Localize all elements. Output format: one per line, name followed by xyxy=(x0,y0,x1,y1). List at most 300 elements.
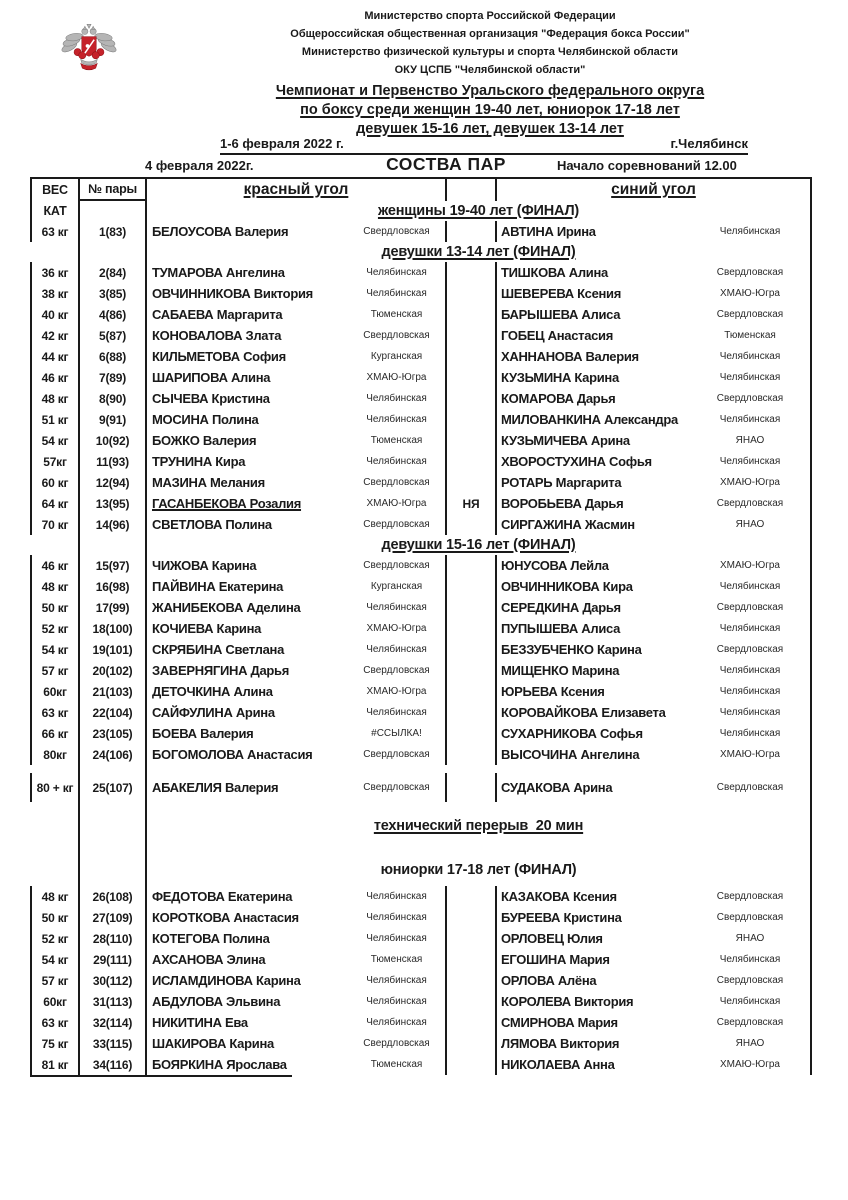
weight-cell xyxy=(30,430,80,451)
red-corner-region-text: Курганская xyxy=(370,581,423,592)
boxing-federation-eagle-logo xyxy=(58,22,120,76)
red-corner-region-text: Челябинская xyxy=(366,975,427,986)
date-range: 1-6 февраля 2022 г. xyxy=(220,136,344,151)
org-line: Общероссийская общественная организация "Федерация бокса России" xyxy=(290,28,690,40)
note-cell xyxy=(445,493,497,514)
weight-cell xyxy=(30,367,80,388)
weight-cell xyxy=(30,991,80,1012)
red-corner-region xyxy=(348,304,445,325)
pair-number-cell-text: 14(96) xyxy=(95,517,130,532)
blue-corner-name xyxy=(497,1012,690,1033)
weight-cell xyxy=(30,773,80,802)
event-title-line: Чемпионат и Первенство Уральского федерального округа xyxy=(275,83,705,99)
weight-cell xyxy=(30,639,80,660)
blue-corner-name xyxy=(497,970,690,991)
pair-number-cell xyxy=(80,970,147,991)
pair-number-cell xyxy=(80,660,147,681)
weight-cell-text: 60кг xyxy=(43,994,67,1009)
pair-number-cell xyxy=(80,639,147,660)
blue-corner-region-text: ХМАЮ-Югра xyxy=(720,288,780,299)
bout-row xyxy=(30,576,812,597)
red-corner-name-text: САЙФУЛИНА Арина xyxy=(152,705,275,720)
section-row xyxy=(30,815,812,837)
red-corner-name-text: АХСАНОВА Элина xyxy=(152,952,266,967)
bout-row xyxy=(30,304,812,325)
weight-cell xyxy=(30,907,80,928)
blue-corner-name xyxy=(497,907,690,928)
red-corner-region xyxy=(348,907,445,928)
blue-corner-region-text: Челябинская xyxy=(719,581,781,592)
blue-corner-region-text: ХМАЮ-Югра xyxy=(720,749,780,760)
weight-cell xyxy=(30,928,80,949)
red-corner-region xyxy=(348,949,445,970)
red-corner-name-text: КИЛЬМЕТОВА София xyxy=(152,349,286,364)
weight-column-header: ВЕС xyxy=(30,179,80,201)
red-corner-region-text: Челябинская xyxy=(366,267,427,278)
blue-corner-name xyxy=(497,702,690,723)
blue-corner-header: синий угол xyxy=(497,179,812,201)
pairings-table xyxy=(30,177,812,1077)
red-corner-name-text: АБДУЛОВА Эльвина xyxy=(152,994,281,1009)
pair-number-cell-text: 24(106) xyxy=(92,747,133,762)
blue-corner-name-text: ВОРОБЬЕВА Дарья xyxy=(501,496,624,511)
red-corner-region-text: Челябинская xyxy=(366,644,427,655)
pair-column-header: № пары xyxy=(80,179,147,201)
red-corner-name xyxy=(147,367,348,388)
bout-row xyxy=(30,949,812,970)
blue-corner-region-text: Челябинская xyxy=(719,686,781,697)
red-corner-region-text: Челябинская xyxy=(366,1017,427,1028)
blue-corner-name xyxy=(497,660,690,681)
red-corner-region xyxy=(348,430,445,451)
red-corner-region-text: Челябинская xyxy=(366,891,427,902)
red-corner-region-text: Свердловская xyxy=(363,330,430,341)
red-corner-region-text: Тюменская xyxy=(370,1059,423,1070)
bout-row xyxy=(30,773,812,802)
pair-number-cell-text: 6(88) xyxy=(98,349,126,364)
pair-number-cell xyxy=(80,262,147,283)
red-corner-region xyxy=(348,702,445,723)
red-corner-name xyxy=(147,991,348,1012)
pair-number-cell xyxy=(80,221,147,242)
pair-number-cell-text: 33(115) xyxy=(92,1036,133,1051)
weight-cell-text: 80кг xyxy=(43,747,67,762)
blue-corner-region-text: Свердловская xyxy=(716,393,784,404)
pair-number-cell-text: 4(86) xyxy=(98,307,126,322)
blue-corner-name-text: МИЛОВАНКИНА Александра xyxy=(501,412,678,427)
red-corner-name-text: ШАКИРОВА Карина xyxy=(152,1036,274,1051)
red-corner-region-text: Челябинская xyxy=(366,393,427,404)
blue-corner-name xyxy=(497,1033,690,1054)
note-cell xyxy=(445,1054,497,1075)
red-corner-name xyxy=(147,514,348,535)
red-corner-name-text: ЧИЖОВА Карина xyxy=(152,558,257,573)
weight-cell-text: 42 кг xyxy=(41,328,69,343)
weight-cell-text: 63 кг xyxy=(41,1015,69,1030)
pair-number-cell xyxy=(80,451,147,472)
blue-corner-name xyxy=(497,639,690,660)
weight-cell-text: 51 кг xyxy=(41,412,69,427)
section-title-text: девушки 13-14 лет (ФИНАЛ) xyxy=(381,244,576,260)
note-cell xyxy=(445,346,497,367)
blue-corner-name-text: ТИШКОВА Алина xyxy=(501,265,608,280)
red-corner-region-text: Свердловская xyxy=(363,477,430,488)
pair-number-cell-text: 19(101) xyxy=(92,642,133,657)
red-corner-region xyxy=(348,928,445,949)
blue-corner-region xyxy=(690,409,812,430)
blue-corner-name xyxy=(497,221,690,242)
pair-number-cell-text: 30(112) xyxy=(92,973,133,988)
blue-corner-name xyxy=(497,283,690,304)
blue-corner-region-text: Челябинская xyxy=(719,996,781,1007)
pair-number-cell xyxy=(80,1012,147,1033)
blue-corner-name-text: КОМАРОВА Дарья xyxy=(501,391,616,406)
weight-cell xyxy=(30,346,80,367)
pair-number-cell xyxy=(80,430,147,451)
pair-number-cell xyxy=(80,1033,147,1054)
red-corner-region-text: Курганская xyxy=(370,351,423,362)
note-cell xyxy=(445,723,497,744)
bout-row xyxy=(30,493,812,514)
blue-corner-region-text: ЯНАО xyxy=(735,933,765,944)
note-cell xyxy=(445,907,497,928)
weight-cell xyxy=(30,681,80,702)
pair-number-cell xyxy=(80,367,147,388)
pair-number-cell-text: 20(102) xyxy=(92,663,133,678)
red-corner-name xyxy=(147,555,348,576)
red-corner-name xyxy=(147,773,348,802)
red-corner-name-text: КОРОТКОВА Анастасия xyxy=(152,910,299,925)
weight-cell-text: 63 кг xyxy=(41,224,69,239)
red-corner-name xyxy=(147,970,348,991)
pair-number-cell-text: 34(116) xyxy=(92,1057,133,1072)
pair-number-cell xyxy=(80,681,147,702)
red-corner-name-text: МАЗИНА Мелания xyxy=(152,475,265,490)
blue-corner-name-text: БАРЫШЕВА Алиса xyxy=(501,307,621,322)
red-corner-region-text: Тюменская xyxy=(370,954,423,965)
table-bottom-border xyxy=(30,1075,292,1077)
weight-cell xyxy=(30,660,80,681)
weight-cell xyxy=(30,221,80,242)
bout-row xyxy=(30,660,812,681)
red-corner-name-text: ПАЙВИНА Екатерина xyxy=(152,579,284,594)
weight-cell-text: 48 кг xyxy=(41,889,69,904)
weight-cell xyxy=(30,388,80,409)
blue-corner-name xyxy=(497,325,690,346)
blue-corner-region-text: Челябинская xyxy=(719,954,781,965)
pair-number-cell xyxy=(80,949,147,970)
red-corner-region-text: Челябинская xyxy=(366,996,427,1007)
blue-corner-name xyxy=(497,430,690,451)
pair-number-cell-text: 5(87) xyxy=(98,328,126,343)
pair-spacer xyxy=(80,837,147,859)
empty-cell xyxy=(147,765,812,773)
pair-spacer xyxy=(80,765,147,773)
red-corner-name-text: НИКИТИНА Ева xyxy=(152,1015,248,1030)
blue-corner-name xyxy=(497,304,690,325)
weight-cell xyxy=(30,1054,80,1075)
blue-corner-region-text: ЯНАО xyxy=(735,519,765,530)
blue-corner-region xyxy=(690,618,812,639)
pair-number-cell xyxy=(80,555,147,576)
red-corner-name-text: ТУМАРОВА Ангелина xyxy=(152,265,285,280)
red-corner-name xyxy=(147,639,348,660)
blue-corner-region-text: Свердловская xyxy=(716,891,784,902)
pair-number-cell-text: 13(95) xyxy=(95,496,130,511)
blue-corner-name-text: ОРЛОВЕЦ Юлия xyxy=(501,931,603,946)
red-corner-name xyxy=(147,907,348,928)
bout-row xyxy=(30,283,812,304)
blue-corner-region xyxy=(690,723,812,744)
weight-cell-text: 46 кг xyxy=(41,370,69,385)
red-corner-region xyxy=(348,451,445,472)
page-header xyxy=(160,7,820,139)
weight-cell-text: 52 кг xyxy=(41,931,69,946)
red-corner-region xyxy=(348,639,445,660)
blue-corner-name-text: ПУПЫШЕВА Алиса xyxy=(501,621,621,636)
weight-spacer xyxy=(30,535,80,555)
pair-number-cell-text: 15(97) xyxy=(95,558,130,573)
blue-corner-region-text: Свердловская xyxy=(716,975,784,986)
session-info-row xyxy=(0,154,848,177)
red-corner-region-text: Свердловская xyxy=(363,1038,430,1049)
start-time-note: Начало соревнований 12.00 xyxy=(557,158,737,173)
pair-number-cell xyxy=(80,472,147,493)
red-corner-region xyxy=(348,773,445,802)
blue-corner-name-text: ЮРЬЕВА Ксения xyxy=(501,684,605,699)
red-corner-name xyxy=(147,221,348,242)
blue-corner-name-text: КУЗЬМИЧЕВА Арина xyxy=(501,433,630,448)
blue-corner-name xyxy=(497,681,690,702)
blue-corner-name-text: БУРЕЕВА Кристина xyxy=(501,910,622,925)
note-cell xyxy=(445,576,497,597)
weight-cell xyxy=(30,283,80,304)
pair-number-cell-text: 26(108) xyxy=(92,889,133,904)
blue-corner-region-text: ЯНАО xyxy=(735,435,765,446)
weight-cell xyxy=(30,262,80,283)
blue-corner-name xyxy=(497,991,690,1012)
empty-cell xyxy=(147,837,812,859)
blue-corner-name-text: МИЩЕНКО Марина xyxy=(501,663,620,678)
red-corner-name-text: САБАЕВА Маргарита xyxy=(152,307,283,322)
blue-corner-region-text: Челябинская xyxy=(719,728,781,739)
weight-cell-text: 75 кг xyxy=(41,1036,69,1051)
note-cell xyxy=(445,325,497,346)
event-title-line: девушек 15-16 лет, девушек 13-14 лет xyxy=(356,121,624,137)
bout-row xyxy=(30,744,812,765)
note-cell xyxy=(445,886,497,907)
red-corner-region xyxy=(348,576,445,597)
blue-corner-region-text: Челябинская xyxy=(719,414,781,425)
blue-corner-name xyxy=(497,555,690,576)
pair-spacer xyxy=(80,859,147,881)
red-corner-region-text: Свердловская xyxy=(363,782,430,793)
note-cell xyxy=(445,744,497,765)
blue-corner-name xyxy=(497,928,690,949)
weight-spacer xyxy=(30,765,80,773)
blue-corner-name xyxy=(497,451,690,472)
red-corner-name xyxy=(147,618,348,639)
note-cell xyxy=(445,970,497,991)
org-line: Министерство физической культуры и спорта Челябинской области xyxy=(301,46,679,58)
pair-number-cell-text: 29(111) xyxy=(93,952,132,967)
blue-corner-name-text: СУХАРНИКОВА Софья xyxy=(501,726,643,741)
blue-corner-region xyxy=(690,325,812,346)
weight-cell-text: 38 кг xyxy=(41,286,69,301)
blue-corner-name-text: НИКОЛАЕВА Анна xyxy=(501,1057,615,1072)
spacer-row xyxy=(30,837,812,859)
weight-cell xyxy=(30,576,80,597)
bout-row xyxy=(30,367,812,388)
red-corner-name xyxy=(147,346,348,367)
weight-spacer xyxy=(30,802,80,815)
blue-corner-region-text: Челябинская xyxy=(719,226,781,237)
pair-number-cell-text: 31(113) xyxy=(92,994,133,1009)
red-corner-region xyxy=(348,723,445,744)
pair-number-cell xyxy=(80,493,147,514)
pair-number-cell-text: 23(105) xyxy=(92,726,133,741)
note-cell xyxy=(445,1012,497,1033)
section-title-text: юниорки 17-18 лет (ФИНАЛ) xyxy=(380,862,577,878)
table-rows xyxy=(30,221,812,1075)
red-corner-region-text: Тюменская xyxy=(370,435,423,446)
blue-corner-name xyxy=(497,618,690,639)
bout-row xyxy=(30,262,812,283)
weight-cell-text: 54 кг xyxy=(41,952,69,967)
note-cell xyxy=(445,597,497,618)
note-cell xyxy=(445,773,497,802)
note-cell xyxy=(445,949,497,970)
red-corner-region-text: Свердловская xyxy=(363,519,430,530)
blue-corner-name xyxy=(497,723,690,744)
blue-corner-name xyxy=(497,262,690,283)
red-corner-name-text: ОВЧИННИКОВА Виктория xyxy=(152,286,313,301)
blue-corner-region xyxy=(690,681,812,702)
red-corner-region xyxy=(348,681,445,702)
pair-number-cell-text: 21(103) xyxy=(92,684,133,699)
red-corner-region xyxy=(348,597,445,618)
red-corner-name xyxy=(147,1054,348,1075)
pair-number-cell-text: 10(92) xyxy=(95,433,130,448)
section-title xyxy=(147,859,812,881)
blue-corner-region xyxy=(690,262,812,283)
blue-corner-region xyxy=(690,514,812,535)
weight-cell-text: 50 кг xyxy=(41,910,69,925)
red-corner-name xyxy=(147,702,348,723)
bout-row xyxy=(30,388,812,409)
blue-corner-region xyxy=(690,744,812,765)
red-corner-name-text: ЖАНИБЕКОВА Аделина xyxy=(152,600,301,615)
blue-corner-region-text: Челябинская xyxy=(719,623,781,634)
weight-cell-text: 66 кг xyxy=(41,726,69,741)
pair-number-cell-text: 7(89) xyxy=(98,370,126,385)
bout-row xyxy=(30,886,812,907)
pair-number-cell-text: 12(94) xyxy=(95,475,130,490)
weight-cell xyxy=(30,618,80,639)
weight-cell xyxy=(30,493,80,514)
red-corner-name xyxy=(147,660,348,681)
blue-corner-name-text: РОТАРЬ Маргарита xyxy=(501,475,622,490)
red-corner-region xyxy=(348,618,445,639)
blue-corner-region xyxy=(690,907,812,928)
blue-corner-region xyxy=(690,1033,812,1054)
red-corner-region xyxy=(348,1012,445,1033)
red-corner-region xyxy=(348,555,445,576)
red-corner-region-text: #ССЫЛКА! xyxy=(371,728,422,739)
blue-corner-region xyxy=(690,367,812,388)
red-corner-name-text: ШАРИПОВА Алина xyxy=(152,370,271,385)
weight-cell-text: 70 кг xyxy=(41,517,69,532)
red-corner-region xyxy=(348,1054,445,1075)
weight-cell xyxy=(30,970,80,991)
note-cell xyxy=(445,472,497,493)
blue-corner-name-text: КОРОЛЕВА Виктория xyxy=(501,994,634,1009)
pair-number-cell-text: 16(98) xyxy=(95,579,130,594)
red-corner-name-text: КОЧИЕВА Карина xyxy=(152,621,262,636)
weight-cell-text: 48 кг xyxy=(41,391,69,406)
pair-number-cell-text: 27(109) xyxy=(92,910,133,925)
red-corner-name xyxy=(147,597,348,618)
red-corner-region xyxy=(348,409,445,430)
bout-row xyxy=(30,555,812,576)
blue-corner-name-text: СМИРНОВА Мария xyxy=(501,1015,618,1030)
pair-number-cell-text: 32(114) xyxy=(92,1015,133,1030)
blue-corner-region-text: Тюменская xyxy=(724,330,776,341)
org-line: Министерство спорта Российской Федерации xyxy=(364,10,616,22)
red-corner-region-text: ХМАЮ-Югра xyxy=(366,686,427,697)
blue-corner-region xyxy=(690,388,812,409)
red-corner-name-text: МОСИНА Полина xyxy=(152,412,259,427)
blue-corner-name-text: ЮНУСОВА Лейла xyxy=(501,558,609,573)
bout-row xyxy=(30,970,812,991)
blue-corner-region xyxy=(690,970,812,991)
red-corner-region xyxy=(348,283,445,304)
red-corner-name-text: ФЕДОТОВА Екатерина xyxy=(152,889,293,904)
red-corner-name xyxy=(147,1033,348,1054)
red-corner-region-text: ХМАЮ-Югра xyxy=(366,372,427,383)
bout-row xyxy=(30,430,812,451)
red-corner-name-text: БОЕВА Валерия xyxy=(152,726,254,741)
weight-cell-text: 48 кг xyxy=(41,579,69,594)
bout-row xyxy=(30,991,812,1012)
note-cell-text: НЯ xyxy=(462,496,480,511)
red-corner-name xyxy=(147,928,348,949)
section-title-text: технический перерыв 20 мин xyxy=(373,818,584,834)
note-cell xyxy=(445,430,497,451)
bout-row xyxy=(30,928,812,949)
blue-corner-region xyxy=(690,451,812,472)
pair-column-spacer xyxy=(80,201,147,221)
note-cell xyxy=(445,451,497,472)
section-row xyxy=(30,535,812,555)
blue-corner-name xyxy=(497,346,690,367)
bout-row xyxy=(30,1054,812,1075)
blue-corner-region-text: Свердловская xyxy=(716,602,784,613)
blue-corner-region-text: Свердловская xyxy=(716,1017,784,1028)
pair-number-cell-text: 8(90) xyxy=(98,391,126,406)
blue-corner-region-text: Челябинская xyxy=(719,707,781,718)
pair-number-cell xyxy=(80,388,147,409)
weight-cell-text: 80 + кг xyxy=(36,780,74,795)
red-corner-region xyxy=(348,262,445,283)
bout-row xyxy=(30,451,812,472)
weight-cell xyxy=(30,325,80,346)
weight-cell-text: 81 кг xyxy=(41,1057,69,1072)
red-corner-name-text: БОГОМОЛОВА Анастасия xyxy=(152,747,313,762)
blue-corner-name xyxy=(497,472,690,493)
red-corner-region xyxy=(348,472,445,493)
section-row xyxy=(30,859,812,881)
